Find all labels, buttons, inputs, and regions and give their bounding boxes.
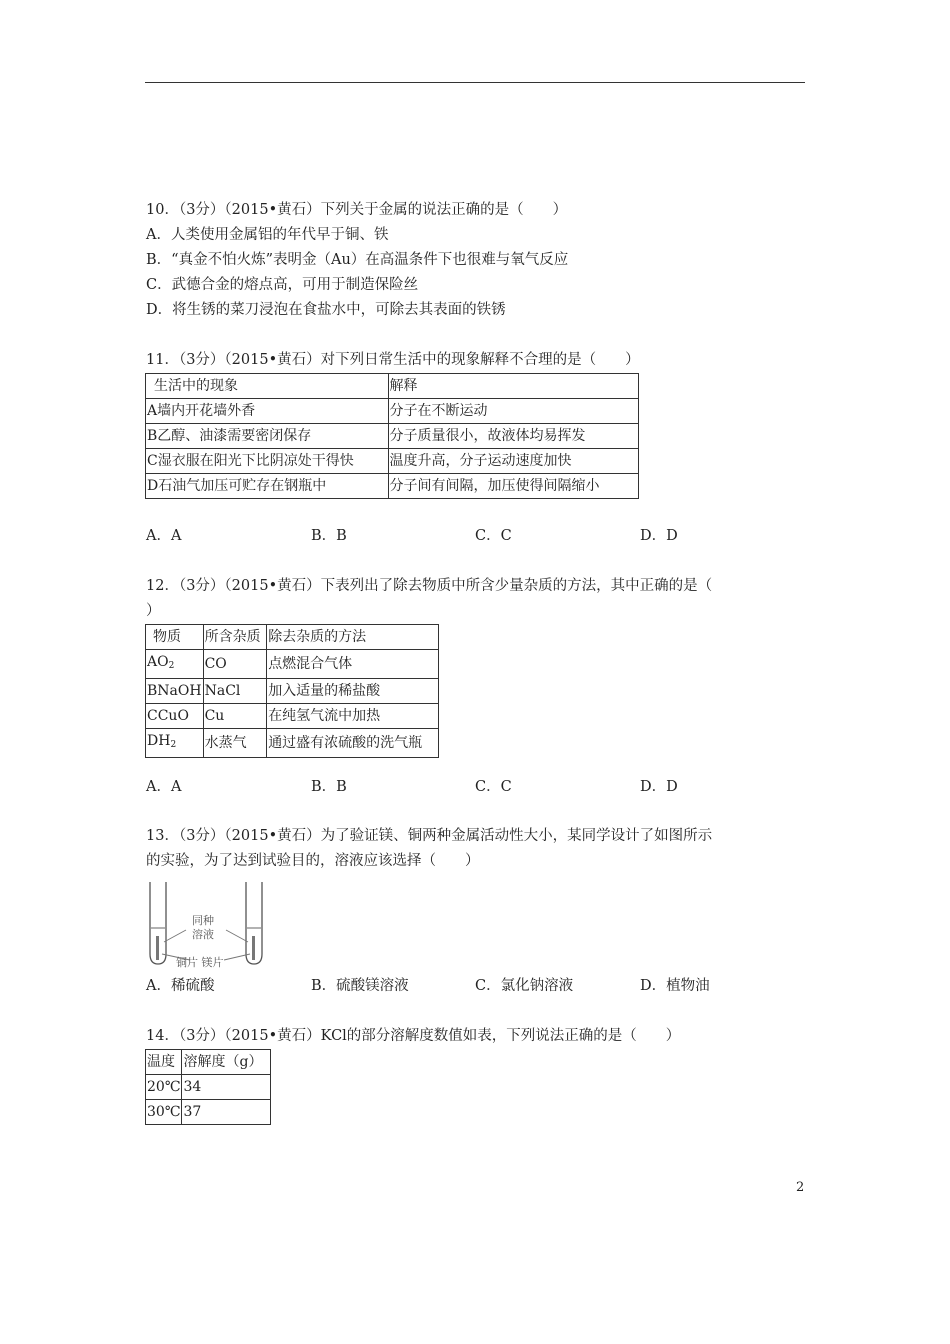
table-row — [146, 1100, 271, 1125]
q11-stem: 11．（3分）（2015•黄石）对下列日常生活中的现象解释不合理的是（ ） — [146, 352, 640, 368]
table-cell: 通过盛有浓硫酸的洗气瓶 — [267, 729, 439, 758]
table-cell: A墙内开花墙外香 — [146, 399, 389, 424]
q13-options — [146, 977, 806, 995]
table-header-cell: 溶解度（g） — [182, 1050, 271, 1075]
q12-option-c: C．C — [475, 779, 512, 795]
test-tube-figure — [146, 880, 268, 972]
q13-option-c: C．氯化钠溶液 — [475, 978, 574, 994]
q13-option-b: B．硫酸镁溶液 — [311, 978, 409, 994]
q12-option-d: D．D — [640, 779, 678, 795]
q11-option-b: B．B — [311, 528, 347, 544]
table-cell: 20℃ — [146, 1075, 182, 1100]
magnesium-strip — [252, 936, 255, 960]
q11-option-d: D．D — [640, 528, 678, 544]
q10-option-a: A．人类使用金属铝的年代早于铜、铁 — [146, 227, 389, 243]
table-header-row — [146, 1050, 271, 1075]
table-row — [146, 399, 639, 424]
table-header-row — [146, 374, 639, 399]
table-row — [146, 424, 639, 449]
page-number: 2 — [796, 1180, 805, 1195]
table-row — [146, 474, 639, 499]
table-header-cell: 物质 — [146, 625, 204, 650]
table-cell: 分子间有间隔，加压使得间隔缩小 — [388, 474, 638, 499]
table-cell: 点燃混合气体 — [267, 650, 439, 679]
table-row — [146, 729, 439, 758]
table-cell: D石油气加压可贮存在钢瓶中 — [146, 474, 389, 499]
table-header-cell: 温度 — [146, 1050, 182, 1075]
copper-strip — [156, 936, 159, 960]
header-rule — [145, 82, 805, 83]
table-cell: 30℃ — [146, 1100, 182, 1125]
q12-table — [145, 624, 439, 758]
table-cell: 分子在不断运动 — [388, 399, 638, 424]
q13-stem-line1: 13．（3分）（2015•黄石）为了验证镁、铜两种金属活动性大小，某同学设计了如图所示 — [146, 828, 713, 844]
q14-stem: 14．（3分）（2015•黄石）KCl的部分溶解度数值如表，下列说法正确的是（ ） — [146, 1028, 681, 1044]
q12-option-a: A．A — [146, 779, 182, 795]
q13-option-a: A．稀硫酸 — [146, 978, 215, 994]
table-header-cell: 所含杂质 — [203, 625, 267, 650]
table-header-cell: 除去杂质的方法 — [267, 625, 439, 650]
table-row — [146, 449, 639, 474]
figure-label-metals: 铜片 镁片 — [176, 956, 224, 969]
q10-option-c: C．武德合金的熔点高，可用于制造保险丝 — [146, 277, 419, 293]
q11-table — [145, 373, 639, 499]
table-cell: 加入适量的稀盐酸 — [267, 679, 439, 704]
table-cell: CO — [203, 650, 267, 679]
table-row — [146, 1075, 271, 1100]
table-row — [146, 679, 439, 704]
table-cell: NaCl — [203, 679, 267, 704]
table-cell: 温度升高，分子运动速度加快 — [388, 449, 638, 474]
table-cell: 在纯氢气流中加热 — [267, 704, 439, 729]
table-cell: $DH_2$ — [146, 729, 204, 758]
table-cell: 分子质量很小，故液体均易挥发 — [388, 424, 638, 449]
q11-option-c: C．C — [475, 528, 512, 544]
table-header-cell: 解释 — [388, 374, 638, 399]
q12-stem-line2: ） — [146, 603, 161, 619]
table-header-cell: 生活中的现象 — [146, 374, 389, 399]
q12-option-b: B．B — [311, 779, 347, 795]
figure-label-solution: 同种 溶液 — [192, 914, 214, 941]
table-cell: BNaOH — [146, 679, 204, 704]
q10-stem: 10．（3分）（2015•黄石）下列关于金属的说法正确的是（ ） — [146, 202, 568, 218]
q10-option-b: B．“真金不怕火炼”表明金（Au）在高温条件下也很难与氧气反应 — [146, 252, 569, 268]
q13-option-d: D．植物油 — [640, 978, 710, 994]
table-cell: B乙醇、油漆需要密闭保存 — [146, 424, 389, 449]
table-cell: Cu — [203, 704, 267, 729]
table-header-row — [146, 625, 439, 650]
table-cell: CCuO — [146, 704, 204, 729]
table-cell: 34 — [182, 1075, 271, 1100]
q12-stem-line1: 12．（3分）（2015•黄石）下表列出了除去物质中所含少量杂质的方法，其中正确的是（ — [146, 578, 713, 594]
q11-options — [146, 527, 806, 545]
table-cell: 水蒸气 — [203, 729, 267, 758]
table-cell: C湿衣服在阳光下比阴凉处干得快 — [146, 449, 389, 474]
table-row — [146, 704, 439, 729]
q14-table — [145, 1049, 271, 1125]
q13-stem-line2: 的实验，为了达到试验目的，溶液应该选择（ ） — [146, 853, 480, 869]
table-cell: 37 — [182, 1100, 271, 1125]
table-row — [146, 650, 439, 679]
q10-option-d: D．将生锈的菜刀浸泡在食盐水中，可除去其表面的铁锈 — [146, 302, 506, 318]
q12-options — [146, 778, 806, 796]
table-cell: $AO_2$ — [146, 650, 204, 679]
q11-option-a: A．A — [146, 528, 182, 544]
